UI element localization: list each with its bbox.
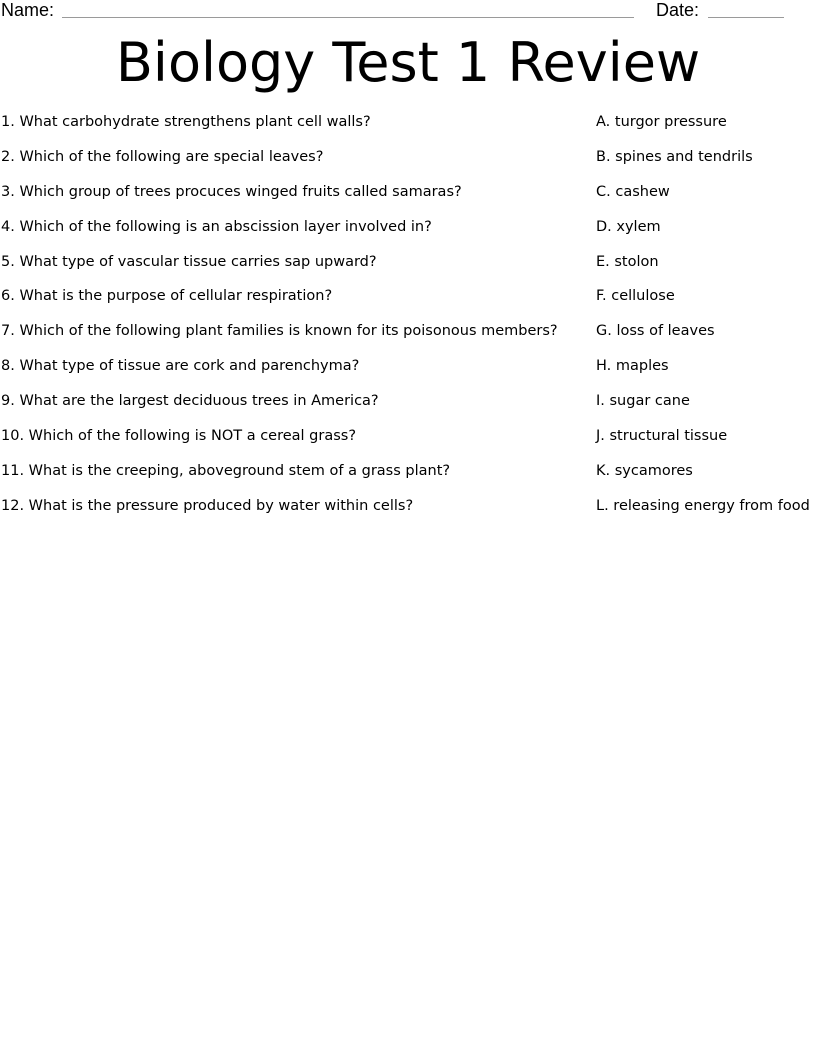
list-item <box>0 180 816 215</box>
answer-option: I. sugar cane <box>596 393 690 410</box>
list-item <box>0 110 816 145</box>
question-text: 4. Which of the following is an abscission layer involved in? <box>1 218 432 235</box>
question-text: 8. What type of tissue are cork and parenchyma? <box>1 358 360 375</box>
list-item <box>0 215 816 250</box>
answer-option: G. loss of leaves <box>596 323 715 340</box>
list-item <box>0 319 816 354</box>
answer-option: F. cellulose <box>596 288 675 305</box>
answer-option: D. xylem <box>596 218 661 235</box>
question-text: 11. What is the creeping, aboveground stem of a grass plant? <box>1 462 451 479</box>
list-item <box>0 424 816 459</box>
list-item <box>0 284 816 319</box>
question-text: 1. What carbohydrate strengthens plant cell walls? <box>1 114 371 130</box>
answer-option: H. maples <box>596 358 669 375</box>
question-text: 9. What are the largest deciduous trees in America? <box>1 393 379 410</box>
page-title: Biology Test 1 Review <box>115 31 701 94</box>
list-item <box>0 389 816 424</box>
answer-option: J. structural tissue <box>596 428 728 445</box>
answer-option: L. releasing energy from food <box>596 497 810 514</box>
question-text: 10. Which of the following is NOT a cereal grass? <box>1 428 357 445</box>
date-blank-line <box>708 17 784 18</box>
date-label: Date: <box>656 0 700 20</box>
question-text: 12. What is the pressure produced by water within cells? <box>1 497 414 514</box>
matching-list <box>0 110 816 529</box>
list-item <box>0 250 816 285</box>
answer-option: B. spines and tendrils <box>596 148 753 165</box>
list-item <box>0 459 816 494</box>
name-blank-line <box>62 17 634 18</box>
question-text: 7. Which of the following plant families is known for its poisonous members? <box>1 323 558 340</box>
question-text: 2. Which of the following are special leaves? <box>1 148 324 165</box>
question-text: 5. What type of vascular tissue carries sap upward? <box>1 253 377 270</box>
name-label: Name: <box>1 0 55 20</box>
list-item <box>0 145 816 180</box>
list-item <box>0 494 816 529</box>
answer-option: C. cashew <box>596 183 670 200</box>
answer-option: E. stolon <box>596 253 659 270</box>
question-text: 3. Which group of trees procuces winged fruits called samaras? <box>1 183 462 200</box>
question-text: 6. What is the purpose of cellular respiration? <box>1 288 333 305</box>
worksheet-header <box>0 0 816 24</box>
list-item <box>0 354 816 389</box>
answer-option: K. sycamores <box>596 462 693 479</box>
answer-option: A. turgor pressure <box>596 114 727 130</box>
